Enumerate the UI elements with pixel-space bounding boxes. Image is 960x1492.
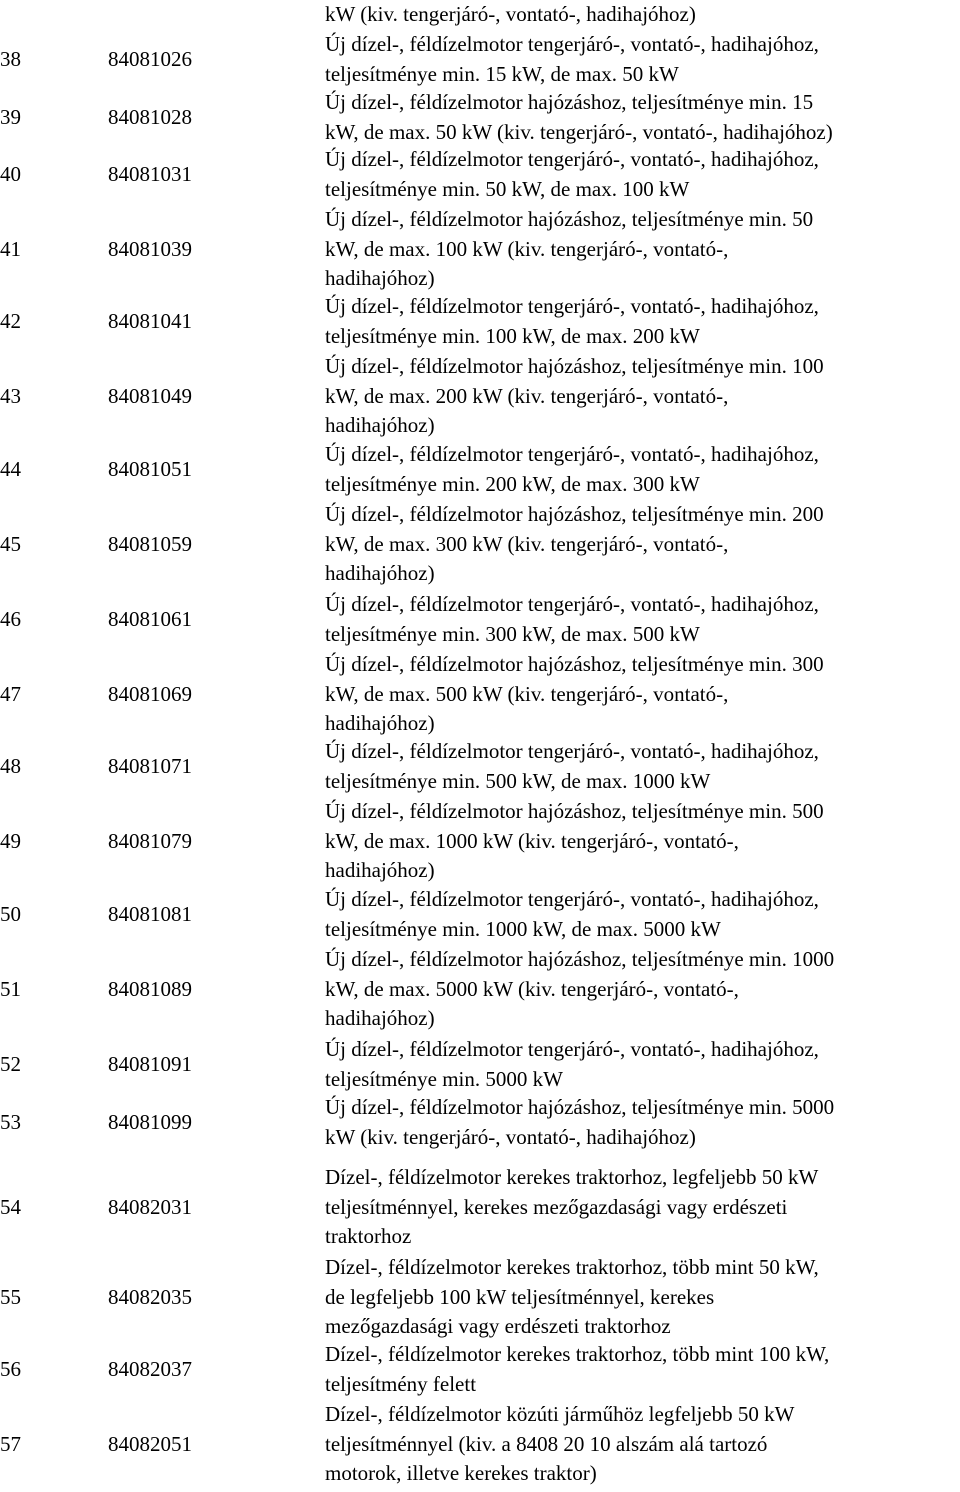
row-number: 54 — [0, 1194, 21, 1219]
row-number: 51 — [0, 976, 21, 1001]
description-line: kW, de max. 500 kW (kiv. tengerjáró-, vontató-, — [325, 681, 729, 706]
description-line: Új dízel-, féldízelmotor tengerjáró-, vontató-, hadihajóhoz, — [325, 1037, 819, 1061]
description-line: Új dízel-, féldízelmotor hajózáshoz, teljesítménye min. 200 — [325, 502, 824, 526]
tariff-code: 84081081 — [108, 902, 192, 926]
product-description — [325, 440, 957, 499]
tariff-code: 84081039 — [108, 236, 192, 261]
description-line: Új dízel-, féldízelmotor hajózáshoz, teljesítménye min. 500 — [325, 799, 824, 823]
row-number: 48 — [0, 754, 21, 778]
tariff-code: 84081089 — [108, 976, 192, 1001]
description-line: Új dízel-, féldízelmotor tengerjáró-, vontató-, hadihajóhoz, — [325, 887, 819, 911]
row-number: 55 — [0, 1284, 21, 1309]
tariff-code: 84081091 — [108, 1052, 192, 1076]
row-number: 42 — [0, 309, 21, 333]
description-line: kW, de max. 200 kW (kiv. tengerjáró-, vontató-, — [325, 383, 729, 408]
product-description — [325, 1253, 957, 1342]
table-row — [0, 1163, 960, 1252]
description-line: teljesítménye min. 1000 kW, de max. 5000 kW — [325, 916, 721, 941]
tariff-code: 84081069 — [108, 681, 192, 706]
product-description — [325, 797, 957, 886]
tariff-code: 84081031 — [108, 162, 192, 186]
description-line: teljesítménye min. 200 kW, de max. 300 kW — [325, 471, 700, 496]
product-description — [325, 205, 957, 294]
product-description — [325, 30, 957, 89]
row-number: 52 — [0, 1052, 21, 1076]
product-description — [325, 737, 957, 796]
table-row — [0, 205, 960, 294]
product-description — [325, 1035, 957, 1094]
table-row — [0, 1253, 960, 1342]
tariff-code: 84081028 — [108, 105, 192, 129]
row-number: 50 — [0, 902, 21, 926]
description-line: hadihajóhoz) — [325, 1006, 435, 1030]
description-line: teljesítménye min. 500 kW, de max. 1000 kW — [325, 768, 711, 793]
tariff-code: 84081059 — [108, 531, 192, 556]
product-description — [325, 145, 957, 204]
description-line: kW, de max. 100 kW (kiv. tengerjáró-, vontató-, — [325, 236, 729, 261]
description-line: traktorhoz — [325, 1224, 412, 1248]
description-line: hadihajóhoz) — [325, 561, 435, 585]
table-row — [0, 292, 960, 351]
description-line: teljesítmény felett — [325, 1371, 477, 1396]
description-line: Új dízel-, féldízelmotor hajózáshoz, teljesítménye min. 300 — [325, 652, 824, 676]
tariff-code: 84082031 — [108, 1194, 192, 1219]
description-line: Új dízel-, féldízelmotor tengerjáró-, vontató-, hadihajóhoz, — [325, 147, 819, 171]
tariff-code: 84081071 — [108, 754, 192, 778]
description-line: Dízel-, féldízelmotor kerekes traktorhoz, több mint 50 kW, — [325, 1255, 819, 1279]
table-row — [0, 1035, 960, 1094]
tariff-code: 84081041 — [108, 309, 192, 333]
description-line: motorok, illetve kerekes traktor) — [325, 1461, 597, 1485]
product-description — [325, 650, 957, 739]
tariff-code: 84081061 — [108, 607, 192, 631]
tariff-code: 84081079 — [108, 828, 192, 853]
row-number: 53 — [0, 1110, 21, 1134]
description-line: teljesítménye min. 300 kW, de max. 500 kW — [325, 621, 700, 646]
tariff-code: 84081049 — [108, 383, 192, 408]
description-line: Új dízel-, féldízelmotor tengerjáró-, vontató-, hadihajóhoz, — [325, 592, 819, 616]
continued-description: kW (kiv. tengerjáró-, vontató-, hadihajóhoz) — [325, 2, 696, 26]
row-number: 40 — [0, 162, 21, 186]
description-line: Új dízel-, féldízelmotor hajózáshoz, teljesítménye min. 50 — [325, 207, 814, 231]
product-description — [325, 885, 957, 944]
description-line: Új dízel-, féldízelmotor tengerjáró-, vontató-, hadihajóhoz, — [325, 294, 819, 318]
product-description — [325, 500, 957, 589]
description-line: kW (kiv. tengerjáró-, vontató-, hadihajóhoz) — [325, 1124, 696, 1149]
description-line: kW, de max. 50 kW (kiv. tengerjáró-, vontató-, hadihajóhoz) — [325, 119, 833, 144]
table-row — [0, 88, 960, 147]
row-number: 49 — [0, 828, 21, 853]
table-row — [0, 590, 960, 649]
table-row — [0, 797, 960, 886]
description-line: hadihajóhoz) — [325, 266, 435, 290]
description-line: Új dízel-, féldízelmotor tengerjáró-, vontató-, hadihajóhoz, — [325, 739, 819, 763]
row-number: 44 — [0, 457, 21, 481]
description-line: Új dízel-, féldízelmotor tengerjáró-, vontató-, hadihajóhoz, — [325, 32, 819, 56]
description-line: teljesítménye min. 15 kW, de max. 50 kW — [325, 61, 679, 86]
table-row — [0, 737, 960, 796]
product-description — [325, 945, 957, 1034]
row-number: 38 — [0, 47, 21, 71]
product-description — [325, 590, 957, 649]
description-line: Dízel-, féldízelmotor kerekes traktorhoz, több mint 100 kW, — [325, 1342, 830, 1366]
row-number: 46 — [0, 607, 21, 631]
product-description — [325, 1093, 957, 1152]
description-line: Új dízel-, féldízelmotor hajózáshoz, teljesítménye min. 1000 — [325, 947, 835, 971]
description-line: hadihajóhoz) — [325, 413, 435, 437]
description-line: Új dízel-, féldízelmotor hajózáshoz, teljesítménye min. 100 — [325, 354, 824, 378]
description-line: teljesítménnyel, kerekes mezőgazdasági vagy erdészeti — [325, 1194, 788, 1219]
table-row — [0, 1340, 960, 1399]
tariff-code: 84081026 — [108, 47, 192, 71]
description-line: teljesítménye min. 100 kW, de max. 200 kW — [325, 323, 700, 348]
description-line: teljesítménye min. 5000 kW — [325, 1066, 563, 1091]
description-line: kW, de max. 300 kW (kiv. tengerjáró-, vontató-, — [325, 531, 729, 556]
tariff-code: 84082051 — [108, 1431, 192, 1456]
description-line: de legfeljebb 100 kW teljesítménnyel, kerekes — [325, 1284, 715, 1309]
description-line: teljesítménnyel (kiv. a 8408 20 10 alszám alá tartozó — [325, 1431, 768, 1456]
product-description — [325, 1163, 957, 1252]
table-row — [0, 500, 960, 589]
description-line: Új dízel-, féldízelmotor hajózáshoz, teljesítménye min. 15 — [325, 90, 814, 114]
product-description — [325, 292, 957, 351]
table-row — [0, 1093, 960, 1152]
table-row — [0, 650, 960, 739]
table-row — [0, 885, 960, 944]
table-row — [0, 145, 960, 204]
row-number: 56 — [0, 1357, 21, 1381]
description-line: hadihajóhoz) — [325, 711, 435, 735]
description-line: hadihajóhoz) — [325, 858, 435, 882]
tariff-code: 84082037 — [108, 1357, 192, 1381]
product-description — [325, 352, 957, 441]
description-line: Dízel-, féldízelmotor közúti járműhöz legfeljebb 50 kW — [325, 1402, 795, 1426]
product-description — [325, 1340, 957, 1399]
description-line: kW, de max. 1000 kW (kiv. tengerjáró-, vontató-, — [325, 828, 739, 853]
row-number: 43 — [0, 383, 21, 408]
row-number: 47 — [0, 681, 21, 706]
description-line: Dízel-, féldízelmotor kerekes traktorhoz, legfeljebb 50 kW — [325, 1165, 819, 1189]
table-row — [0, 440, 960, 499]
row-number: 57 — [0, 1431, 21, 1456]
table-row — [0, 30, 960, 89]
product-description — [325, 1400, 957, 1489]
description-line: kW, de max. 5000 kW (kiv. tengerjáró-, vontató-, — [325, 976, 739, 1001]
table-row — [0, 1400, 960, 1489]
row-number: 45 — [0, 531, 21, 556]
tariff-code: 84081099 — [108, 1110, 192, 1134]
row-number: 41 — [0, 236, 21, 261]
description-line: teljesítménye min. 50 kW, de max. 100 kW — [325, 176, 690, 201]
description-line: Új dízel-, féldízelmotor tengerjáró-, vontató-, hadihajóhoz, — [325, 442, 819, 466]
table-row — [0, 352, 960, 441]
description-line: mezőgazdasági vagy erdészeti traktorhoz — [325, 1314, 671, 1338]
row-number: 39 — [0, 105, 21, 129]
tariff-code: 84081051 — [108, 457, 192, 481]
description-line: Új dízel-, féldízelmotor hajózáshoz, teljesítménye min. 5000 — [325, 1095, 835, 1119]
tariff-code: 84082035 — [108, 1284, 192, 1309]
product-description — [325, 88, 957, 147]
table-row — [0, 945, 960, 1034]
